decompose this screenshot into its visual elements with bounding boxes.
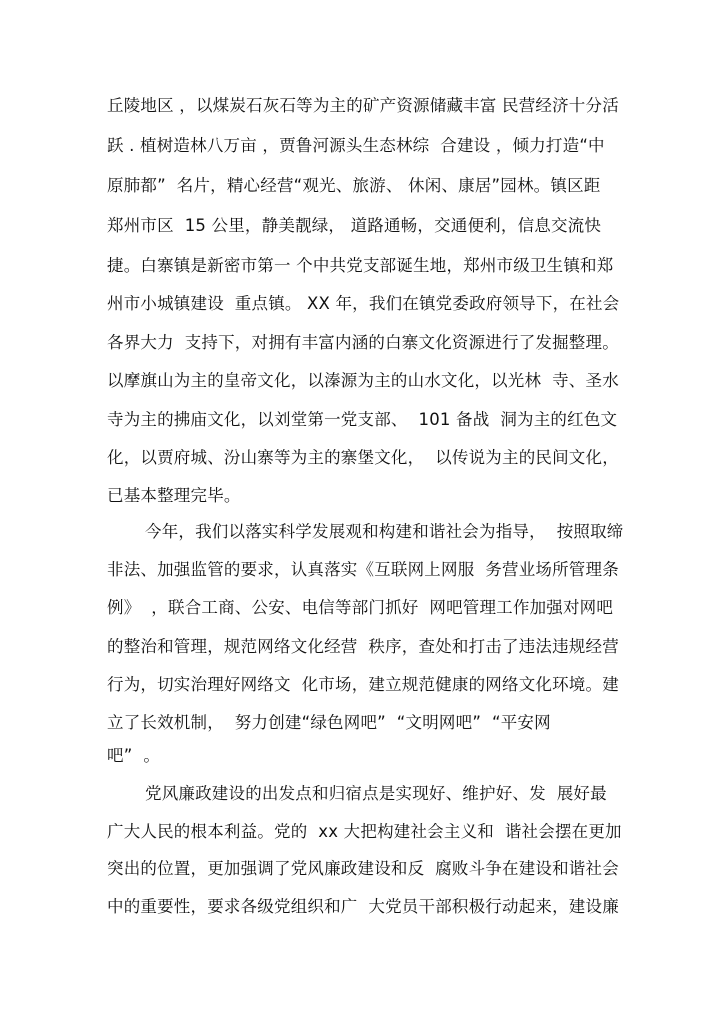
- text-line: 寺为主的拂庙文化，以刘堂第一党支部、 101 备战 洞为主的红色文: [107, 410, 618, 429]
- text-line: 化，以贾府城、汾山寨等为主的寨堡文化， 以传说为主的民间文化，: [107, 448, 619, 467]
- text-line: 中的重要性，要求各级党组织和广 大党员干部积极行动起来，建设廉: [107, 897, 619, 916]
- text-line: 跃 . 植树造林八万亩 ，贾鲁河源头生态林综 合建设 ，倾力打造“中: [107, 136, 605, 155]
- text-line: 丘陵地区 ，以煤炭石灰石等为主的矿产资源储藏丰富 民营经济十分活: [107, 96, 619, 115]
- text-line: 原肺都” 名片，精心经营“观光、旅游、 休闲、康居”园林。镇区距: [107, 176, 601, 195]
- text-line: 非法、加强监管的要求，认真落实《互联网上网服 务营业场所管理条: [107, 560, 619, 579]
- text-line: 立了长效机制， 努力创建“绿色网吧” “文明网吧” “平安网: [107, 713, 551, 732]
- text-line: 捷。白寨镇是新密市第一 个中共党支部诞生地，郑州市级卫生镇和郑: [107, 256, 614, 275]
- text-line: 行为，切实治理好网络文 化市场，建立规范健康的网络文化环境。建: [107, 675, 619, 694]
- text-line: 郑州市区 15 公里，静美靓绿， 道路通畅，交通便利，信息交流快: [107, 216, 602, 235]
- text-line: 突出的位置，更加强调了党风廉政建设和反 腐败斗争在建设和谐社会: [107, 859, 619, 878]
- text-line: 吧” 。: [107, 746, 161, 765]
- text-line: 的整治和管理，规范网络文化经营 秩序，查处和打击了违法违规经营: [107, 637, 619, 656]
- paragraph-start-line: 党风廉政建设的出发点和归宿点是实现好、维护好、发 展好最: [145, 784, 607, 803]
- text-line: 以摩旗山为主的皇帝文化，以溱源为主的山水文化，以光林 寺、圣水: [107, 371, 619, 390]
- text-line: 例》 ，联合工商、公安、电信等部门抓好 网吧管理工作加强对网吧: [107, 598, 614, 617]
- text-line: 广大人民的根本利益。党的 xx 大把构建社会主义和 谐社会摆在更加: [107, 822, 622, 841]
- text-line: 各界大力 支持下，对拥有丰富内涵的白寨文化资源进行了发掘整理。: [107, 333, 619, 352]
- paragraph-start-line: 今年，我们以落实科学发展观和构建和谐社会为指导， 按照取缔: [145, 522, 624, 541]
- text-line: 已基本整理完毕。: [107, 486, 241, 505]
- text-line: 州市小城镇建设 重点镇。 XX 年，我们在镇党委政府领导下，在社会: [107, 294, 620, 313]
